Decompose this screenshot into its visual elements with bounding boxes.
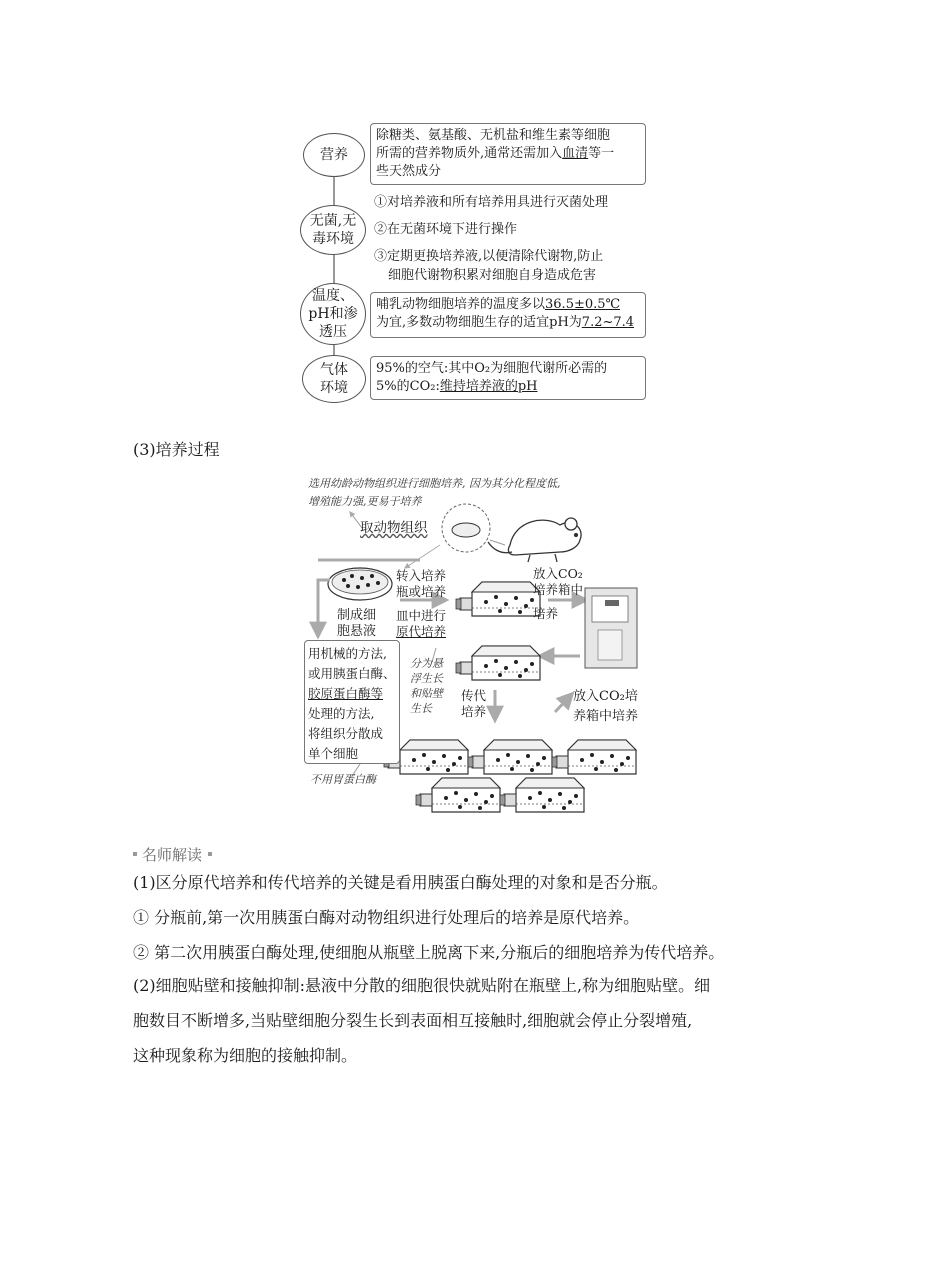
cell-suspension-dish bbox=[328, 568, 392, 600]
maintain-ph-term: 维持培养液的pH bbox=[439, 379, 538, 394]
incubator-label-1: 放入CO₂ bbox=[533, 566, 583, 581]
commentary-p5: 胞数目不断增多,当贴壁细胞分裂生长到表面相互接触时,细胞就会停止分裂增殖, bbox=[133, 1011, 693, 1030]
method-line-6: 单个细胞 bbox=[308, 746, 359, 761]
sterile-item-3b: 细胞代谢物积累对细胞自身造成危害 bbox=[388, 268, 597, 283]
growing-culture-flask bbox=[456, 646, 540, 680]
method-line-2: 或用胰蛋白酶、 bbox=[308, 666, 396, 681]
temperature-line-1-text: 哺乳动物细胞培养的温度多以 bbox=[376, 297, 546, 312]
transfer-label-3: 皿中进行 bbox=[396, 608, 447, 623]
gas-oval-label: 气体 环境 bbox=[320, 362, 348, 396]
incubator-label-3: 培养 bbox=[533, 606, 559, 621]
commentary-heading bbox=[133, 844, 212, 865]
sterile-item-3a: ③定期更换培养液,以便清除代谢物,防止 bbox=[374, 249, 604, 264]
section-title: (3)培养过程 bbox=[133, 440, 220, 459]
method-line-1: 用机械的方法, bbox=[308, 646, 387, 661]
note-no-pepsin: 不用胃蛋白酶 bbox=[310, 773, 376, 786]
gas-line-1: 95%的空气:其中O₂为细胞代谢所必需的 bbox=[376, 361, 608, 376]
suspend-note-2: 浮生长 bbox=[410, 672, 443, 685]
heading-left-square-icon bbox=[133, 852, 137, 856]
commentary-p6: 这种现象称为细胞的接触抑制。 bbox=[133, 1046, 358, 1065]
co2-incubator bbox=[585, 588, 637, 668]
commentary-p2: ① 分瓶前,第一次用胰蛋白酶对动物组织进行处理后的培养是原代培养。 bbox=[133, 908, 640, 927]
suspend-note-3: 和贴壁 bbox=[410, 687, 443, 700]
subculture-flask-5 bbox=[500, 778, 584, 812]
sterile-item-2: ②在无菌环境下进行操作 bbox=[374, 222, 518, 237]
nutrition-oval-label: 营养 bbox=[320, 147, 348, 163]
transfer-label-2: 瓶或培养 bbox=[396, 584, 447, 599]
incubator-label-2: 培养箱中 bbox=[533, 582, 584, 597]
commentary-heading-text: 名师解读 bbox=[142, 846, 203, 864]
tissue-dish bbox=[452, 523, 480, 537]
subculture-label-2: 培养 bbox=[461, 704, 487, 719]
method-line-5: 将组织分散成 bbox=[308, 726, 384, 741]
note-young-tissue-1: 选用幼龄动物组织进行细胞培养, 因为其分化程度低, bbox=[308, 477, 561, 490]
group-to-incubator-arrow bbox=[555, 694, 572, 712]
temperature-line-2-text: 为宜,多数动物细胞生存的适宜pH为 bbox=[376, 315, 582, 330]
incubator2-label-2: 养箱中培养 bbox=[573, 709, 639, 724]
commentary-p3: ② 第二次用胰蛋白酶处理,使细胞从瓶壁上脱离下来,分瓶后的细胞培养为传代培养。 bbox=[133, 943, 725, 962]
suspension-label-2: 胞悬液 bbox=[337, 624, 377, 639]
nutrition-line-2-end: 等一 bbox=[588, 146, 615, 161]
serum-term: 血清 bbox=[562, 146, 589, 161]
transfer-label-4: 原代培养 bbox=[396, 624, 447, 639]
sterile-oval-label: 无菌,无 毒环境 bbox=[309, 213, 357, 247]
suspend-note-4: 生长 bbox=[410, 702, 432, 715]
note-young-tissue-2: 增殖能力强,更易于培养 bbox=[308, 495, 422, 508]
gas-line-2-text: 5%的CO₂: bbox=[376, 379, 440, 394]
ph-value: 7.2~7.4 bbox=[581, 315, 635, 330]
method-line-4: 处理的方法, bbox=[308, 706, 375, 721]
suspension-loop-arrow bbox=[318, 580, 330, 636]
commentary-p1: (1)区分原代培养和传代培养的关键是看用胰蛋白酶处理的对象和是否分瓶。 bbox=[133, 873, 668, 892]
mouse-to-circle-line bbox=[490, 540, 505, 545]
subculture-label-1: 传代 bbox=[461, 688, 487, 703]
suspend-note-1: 分为悬 bbox=[410, 657, 443, 670]
nutrition-line-3: 些天然成分 bbox=[376, 164, 442, 179]
tissue-to-dish-arrow bbox=[405, 545, 440, 568]
nutrition-line-1: 除糖类、氨基酸、无机盐和维生素等细胞 bbox=[376, 128, 611, 143]
sterile-item-1: ①对培养液和所有培养用具进行灭菌处理 bbox=[374, 195, 609, 210]
take-tissue-label: 取动物组织 bbox=[360, 520, 428, 536]
primary-culture-flask bbox=[456, 582, 540, 616]
commentary-p4: (2)细胞贴壁和接触抑制:悬液中分散的细胞很快就贴附在瓶壁上,称为细胞贴壁。细 bbox=[133, 976, 711, 995]
method-box bbox=[304, 640, 400, 764]
incubator2-label-1: 放入CO₂培 bbox=[573, 689, 638, 704]
subculture-flask-4 bbox=[416, 778, 500, 812]
subculture-flask-2 bbox=[468, 740, 552, 774]
mouse-illustration bbox=[488, 518, 581, 562]
suspension-label-1: 制成细 bbox=[337, 608, 377, 623]
temperature-oval-label: 温度、 pH和渗 透压 bbox=[308, 288, 358, 340]
subculture-flask-3 bbox=[552, 740, 636, 774]
nutrition-line-2-text: 所需的营养物质外,通常还需加入 bbox=[376, 146, 563, 161]
temperature-value: 36.5±0.5℃ bbox=[545, 297, 621, 312]
transfer-label-1: 转入培养 bbox=[396, 568, 447, 583]
heading-right-square-icon bbox=[208, 852, 212, 856]
method-line-3: 胶原蛋白酶等 bbox=[308, 686, 384, 701]
